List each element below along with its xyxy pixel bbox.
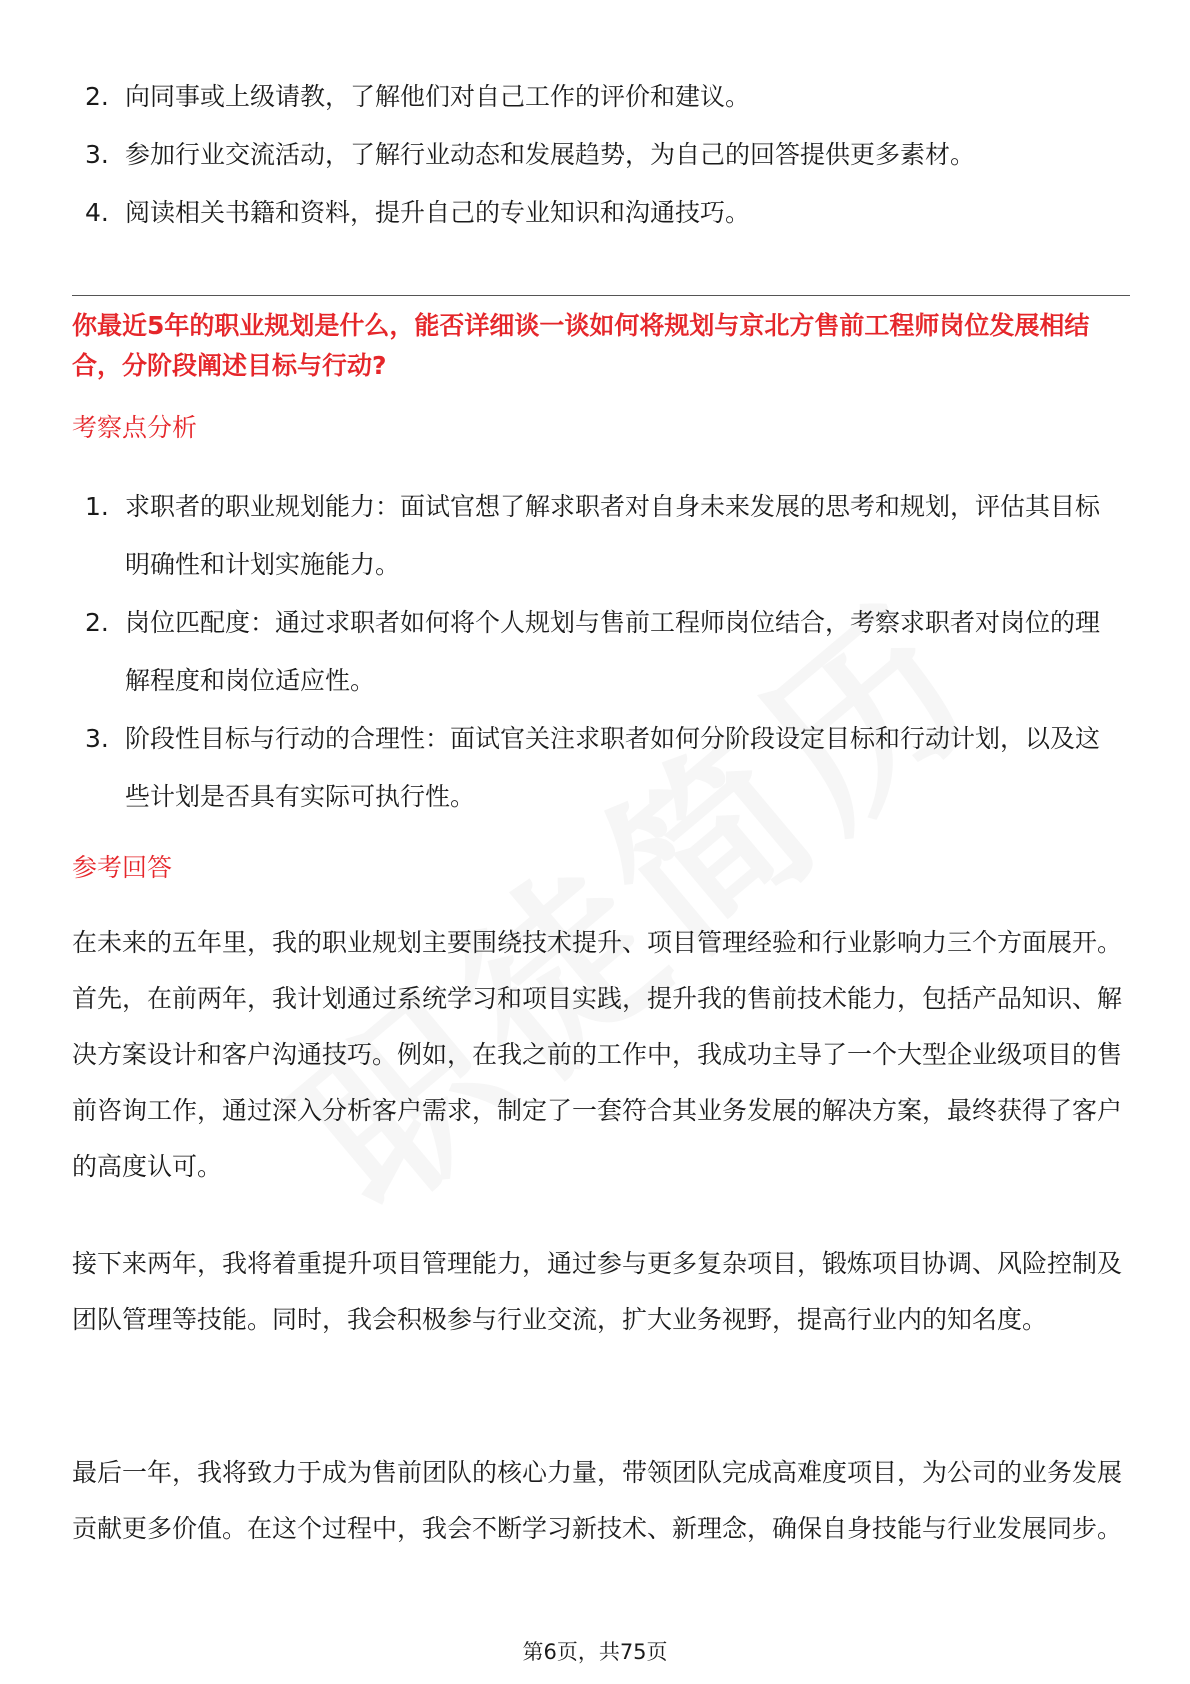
answer-paragraph: 接下来两年，我将着重提升项目管理能力，通过参与更多复杂项目，锻炼项目协调、风险控制及团队管理等技能。同时，我会积极参与行业交流，扩大业务视野，提高行业内的知名度。 [72, 1249, 1123, 1334]
answer-paragraph: 最后一年，我将致力于成为售前团队的核心力量，带领团队完成高难度项目，为公司的业务发展贡献更多价值。在这个过程中，我会不断学习新技术、新理念，确保自身技能与行业发展同步。 [72, 1458, 1123, 1543]
analysis-title: 考察点分析 [72, 413, 198, 442]
list-item-text: 参加行业交流活动，了解行业动态和发展趋势，为自己的回答提供更多素材。 [125, 140, 976, 169]
answer-title: 参考回答 [72, 853, 173, 882]
page-footer: 第6页，共75页 [522, 1640, 668, 1664]
list-item-number: 3. [85, 140, 109, 169]
list-item-number: 2. [85, 82, 109, 111]
answer-paragraph: 在未来的五年里，我的职业规划主要围绕技术提升、项目管理经验和行业影响力三个方面展开。首先，在前两年，我计划通过系统学习和项目实践，提升我的售前技术能力，包括产品知识、解决方案设计和客户沟通技巧。例如，在我之前的工作中，我成功主导了一个大型企业级项目的售前咨询工作，通过深入分析客户需求，制定了一套符合其业务发展的解决方案，最终获得了客户的高度认可。 [72, 928, 1123, 1181]
list-item-text: 阅读相关书籍和资料，提升自己的专业知识和沟通技巧。 [125, 198, 751, 227]
list-item-text: 阶段性目标与行动的合理性：面试官关注求职者如何分阶段设定目标和行动计划，以及这些计划是否具有实际可执行性。 [125, 724, 1101, 811]
list-item-number: 2. [85, 608, 109, 637]
list-item [72, 478, 1122, 594]
list-item-number: 1. [85, 492, 109, 521]
list-item [72, 710, 1122, 826]
list-item-number: 3. [85, 724, 109, 753]
list-item-number: 4. [85, 198, 109, 227]
section-divider [72, 295, 1130, 296]
top-list [72, 68, 1122, 242]
list-item-text: 求职者的职业规划能力：面试官想了解求职者对自身未来发展的思考和规划，评估其目标明确性和计划实施能力。 [125, 492, 1101, 579]
list-item [72, 68, 1122, 126]
list-item-text: 岗位匹配度：通过求职者如何将个人规划与售前工程师岗位结合，考察求职者对岗位的理解程度和岗位适应性。 [125, 608, 1101, 695]
list-item-text: 向同事或上级请教，了解他们对自己工作的评价和建议。 [125, 82, 751, 111]
question-heading: 你最近5年的职业规划是什么，能否详细谈一谈如何将规划与京北方售前工程师岗位发展相结合，分阶段阐述目标与行动? [72, 311, 1090, 380]
list-item [72, 594, 1122, 710]
analysis-list [72, 478, 1122, 826]
list-item [72, 184, 1122, 242]
list-item [72, 126, 1122, 184]
